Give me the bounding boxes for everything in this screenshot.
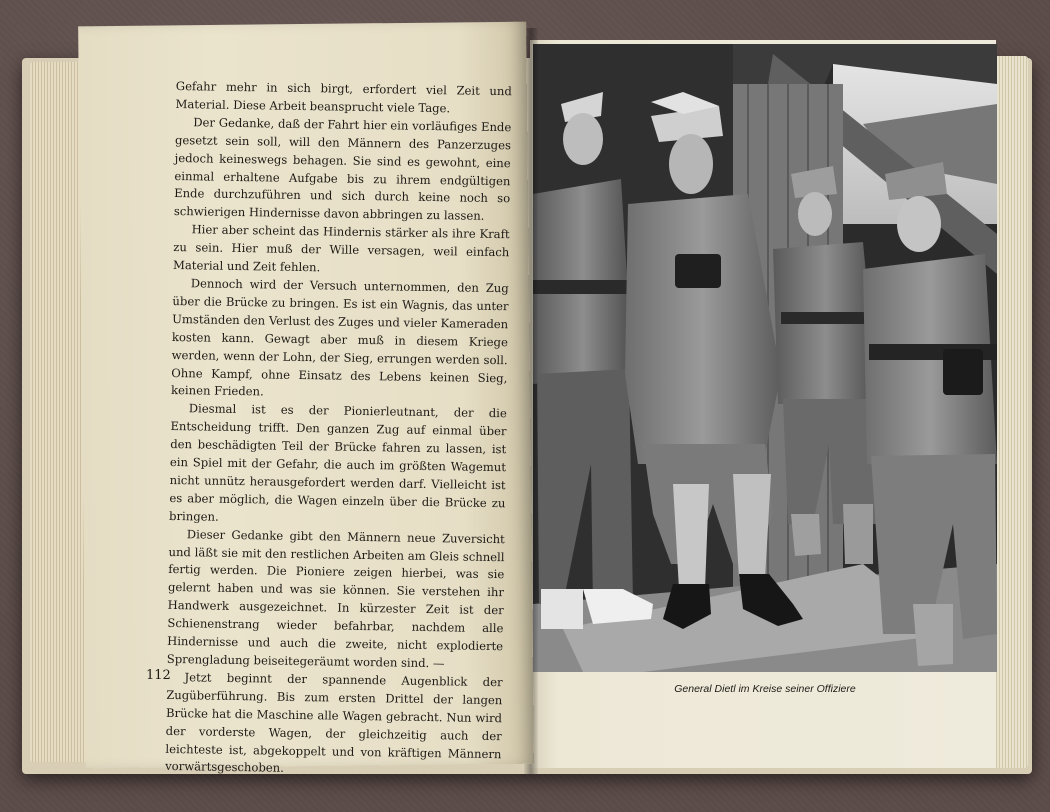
paragraph: Dennoch wird der Versuch unternommen, den Zug über die Brücke zu bringen. Es ist ein Wagnis, das unter Umständen den Verlust des Zuges und vieler Kameraden kosten kann. Gewagt aber muß in diesem Kriege werden, wenn der Lohn, der Sieg, errungen werden soll. Ohne Kampf, ohne Einsatz des Lebens keinen Sieg, keinen Frieden. <box>170 276 509 399</box>
photo-illustration <box>533 44 997 672</box>
historical-photo <box>533 44 997 672</box>
page-number: 112 <box>146 668 171 683</box>
paragraph: Diesmal ist es der Pionierleutnant, der die Entscheidung trifft. Den ganzen Zug auf einmal über den beschädigten Teil der Brücke fahren zu lassen, ist ein Spiel mit der Gefahr, die auch im größten Wagemut nicht unnütz herausgefordert werden darf. Vielleicht ist es aber möglich, die Wagen einzeln über die Brücke zu bringen. <box>169 401 507 524</box>
photo-caption: General Dietl im Kreise seiner Offiziere <box>674 683 856 695</box>
page-edges-right <box>994 56 1028 768</box>
paragraph: Jetzt beginnt der spannende Augenblick der Zugüberführung. Bis zum ersten Drittel der langen Brücke hat die Maschine alle Wagen gebracht. Nun wird der vorderste Wagen, der gleichzeitig auch der leichteste ist, abgekoppelt und von kräftigen Männern vorwärtsgeschoben. <box>165 670 503 776</box>
paragraph: Hier aber scheint das Hindernis stärker als ihre Kraft zu sein. Hier muß der Wille versagen, weil einfach Material und Zeit fehlen. <box>172 222 510 275</box>
paragraph: Der Gedanke, daß der Fahrt hier ein vorläufiges Ende gesetzt sein soll, will den Männern des Panzerzuges jedoch keineswegs behagen. Sie sind es gewohnt, eine einmal erhaltene Aufgabe bis zu ihrem endgültigen Ende durchzuführen und sich durch keine noch so schwierigen Hindernisse davon abbringen zu lassen. <box>173 115 512 224</box>
paragraph: Gefahr mehr in sich birgt, erfordert viel Zeit und Material. Diese Arbeit beansprucht viele Tage. <box>175 78 512 116</box>
body-text <box>165 78 512 782</box>
paragraph: Dieser Gedanke gibt den Männern neue Zuversicht und läßt sie mit den restlichen Arbeiten am Gleis schnell fertig werden. Die Pioniere zeigen hierbei, was sie gelernt haben und was sie können. Sie verstehen ihr Handwerk ausgezeichnet. In kürzester Zeit ist der Schienenstrang wieder befahrbar, nachdem alle Hindernisse und auch die zweite, nicht explodierte Sprengladung beiseitegeräumt worden sind. — <box>166 526 505 671</box>
